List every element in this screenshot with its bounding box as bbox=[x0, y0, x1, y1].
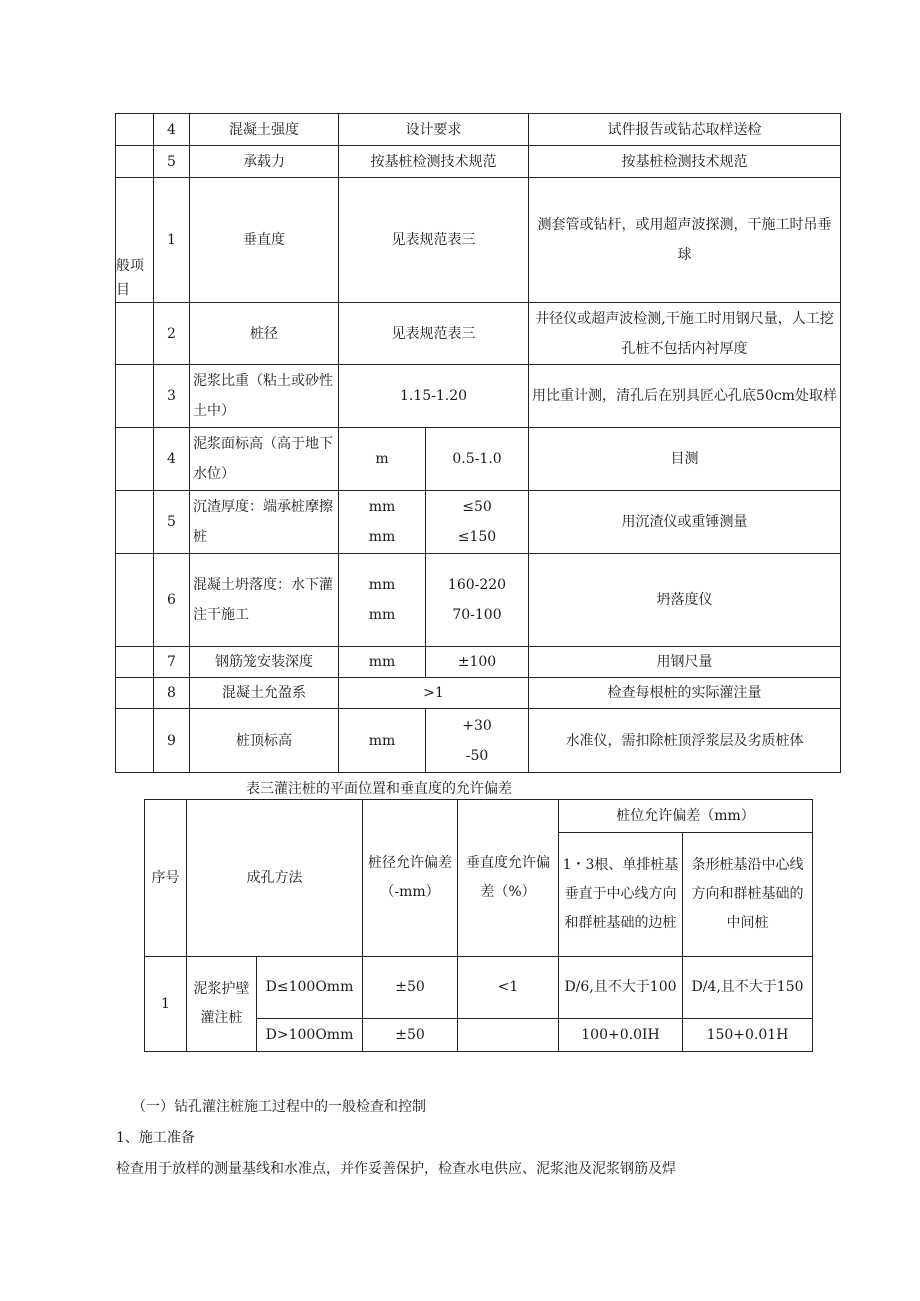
group-label: 般项目 bbox=[116, 178, 154, 303]
table-row: 9 桩顶标高 mm +30 -50 水准仪，需扣除桩顶浮浆层及劣质桩体 bbox=[116, 709, 841, 773]
table-row: 3 泥浆比重（粘土或砂性土中） 1.15-1.20 用比重计测，清孔后在别具匠心孔底50cm处取样 bbox=[116, 365, 841, 428]
table-row: 4 泥浆面标高（高于地下水位） m 0.5-1.0 目测 bbox=[116, 428, 841, 491]
table-row: 7 钢筋笼安装深度 mm ±100 用钢尺量 bbox=[116, 647, 841, 678]
table-header-row bbox=[145, 800, 813, 833]
header-method: 成孔方法 bbox=[187, 800, 363, 957]
table-row: 5 沉渣厚度：端承桩摩擦桩 mm mm ≤50 ≤150 用沉渣仪或重锤测量 bbox=[116, 491, 841, 554]
body-paragraph: 检查用于放样的测量基线和水准点，并作妥善保护，检查水电供应、泥浆池及泥浆钢筋及焊 bbox=[116, 1161, 676, 1177]
table-caption: 表三灌注桩的平面位置和垂直度的允许偏差 bbox=[246, 781, 512, 797]
header-vert-tol: 垂直度允许偏差（%） bbox=[458, 800, 559, 957]
inspection-table bbox=[115, 113, 841, 773]
header-dia-tol: 桩径允许偏差（-mm） bbox=[363, 800, 458, 957]
table-row: 2 桩径 见表规范表三 井径仪或超声波检测,干施工时用钢尺量，人工挖孔桩不包括内衬厚度 bbox=[116, 303, 841, 365]
subsection-title: 1、施工准备 bbox=[116, 1130, 195, 1146]
table-row: 8 混凝土允盈系 >1 检查每根桩的实际灌注量 bbox=[116, 678, 841, 709]
table-row: 般项目 1 垂直度 见表规范表三 测套管或钻杆，或用超声波探测，干施工时吊垂球 bbox=[116, 178, 841, 303]
section-title: （一）钻孔灌注桩施工过程中的一般检查和控制 bbox=[132, 1099, 426, 1115]
header-middle: 条形桩基沿中心线方向和群桩基础的中间桩 bbox=[683, 833, 813, 957]
tolerance-table bbox=[144, 799, 813, 1052]
table-row: D>100Omm ±50 100+0.0IH 150+0.01H bbox=[145, 1019, 813, 1052]
header-edge: 1・3根、单排桩基垂直于中心线方向和群桩基础的边桩 bbox=[559, 833, 683, 957]
table-row: 4 混凝土强度 设计要求 试件报告或钻芯取样送检 bbox=[116, 114, 841, 146]
table-row: 6 混凝土坍落度：水下灌注干施工 mm mm 160-220 70-100 坍落度仪 bbox=[116, 554, 841, 647]
table-row: 5 承载力 按基桩检测技术规范 按基桩检测技术规范 bbox=[116, 146, 841, 178]
header-pos-tol: 桩位允许偏差（mm） bbox=[559, 800, 813, 833]
table-row: 1 泥浆护壁灌注桩 D≤100Omm ±50 <1 D/6,且不大于100 D/4,且不大于150 bbox=[145, 957, 813, 1019]
header-seq: 序号 bbox=[145, 800, 187, 957]
